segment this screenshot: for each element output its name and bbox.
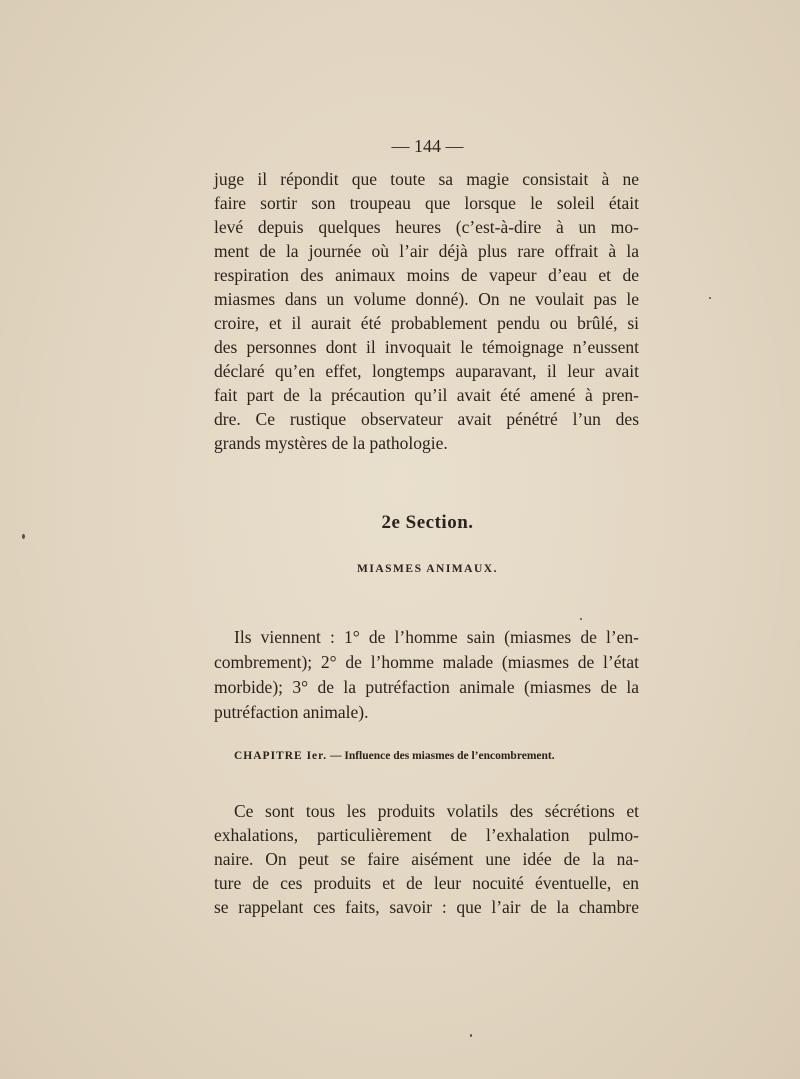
text-line: déclaré qu’en effet, longtemps auparavant, il leur avait: [214, 361, 639, 381]
text-line: combrement); 2° de l’homme malade (miasmes de l’état: [214, 652, 639, 672]
paper-speck: [709, 297, 711, 299]
text-line: miasmes dans un volume donné). On ne voulait pas le: [214, 289, 639, 309]
text-line: levé depuis quelques heures (c’est-à-dire à un mo-: [214, 217, 639, 237]
text-line: des personnes dont il invoquait le témoignage n’eussent: [214, 337, 639, 357]
paper-speck: [580, 618, 582, 620]
text-line: juge il répondit que toute sa magie consistait à ne: [214, 169, 639, 189]
text-line: putréfaction animale).: [214, 702, 369, 722]
text-line: grands mystères de la pathologie.: [214, 433, 448, 453]
text-line: ture de ces produits et de leur nocuité éventuelle, en: [214, 873, 639, 893]
text-line: faire sortir son troupeau que lorsque le soleil était: [214, 193, 639, 213]
section-subtitle: MIASMES ANIMAUX.: [357, 563, 498, 575]
text-line: Ils viennent : 1° de l’homme sain (miasmes de l’en-: [234, 627, 639, 647]
text-line: dre. Ce rustique observateur avait pénétré l’un des: [214, 409, 639, 429]
paper-speck: [22, 534, 25, 539]
paper-speck: [470, 1034, 472, 1037]
text-line: morbide); 3° de la putréfaction animale (miasmes de la: [214, 677, 639, 697]
chapter-title: — Influence des miasmes de l’encombrement.: [329, 750, 555, 762]
text-line: ment de la journée où l’air déjà plus rare offrait à la: [214, 241, 639, 261]
chapter-heading: [234, 750, 654, 762]
page-number: — 144 —: [391, 136, 464, 156]
section-title: 2e Section.: [381, 512, 474, 533]
text-line: respiration des animaux moins de vapeur d’eau et de: [214, 265, 639, 285]
chapter-label: CHAPITRE Ier.: [234, 750, 328, 762]
text-line: exhalations, particulièrement de l’exhalation pulmo-: [214, 825, 639, 845]
text-line: fait part de la précaution qu’il avait été amené à pren-: [214, 385, 639, 405]
text-line: croire, et il aurait été probablement pendu ou brûlé, si: [214, 313, 639, 333]
text-line: Ce sont tous les produits volatils des sécrétions et: [234, 801, 639, 821]
text-line: naire. On peut se faire aisément une idée de la na-: [214, 849, 639, 869]
text-line: se rappelant ces faits, savoir : que l’air de la chambre: [214, 897, 639, 917]
